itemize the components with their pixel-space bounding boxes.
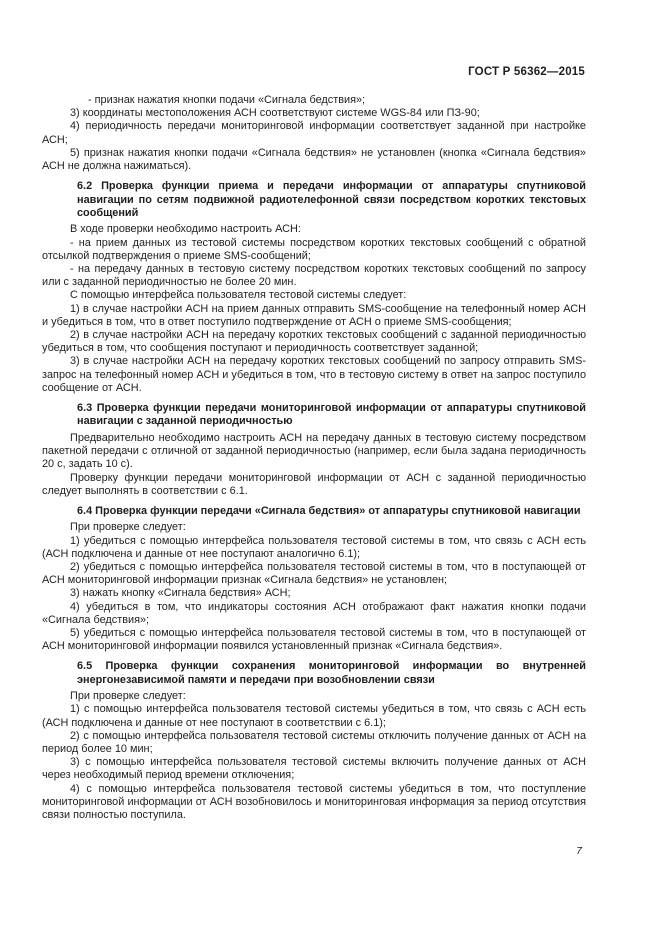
list-item: 1) убедиться с помощью интерфейса пользователя тестовой системы в том, что связь с АСН есть (АСН подключена и данные от нее поступают аналогично 6.1); (42, 534, 586, 560)
paragraph: Предварительно необходимо настроить АСН на передачу данных в тестовую систему посредством пакетной передачи с отличной от заданной периодичностью (например, если была задана периодичность 20 с, задать 10 с). (42, 431, 586, 471)
list-item: 4) периодичность передачи мониторинговой информации соответствует заданной при настройке АСН; (42, 120, 586, 146)
list-item: 4) убедиться в том, что индикаторы состояния АСН отображают факт нажатия кнопки подачи «Сигнала бедствия»; (42, 600, 586, 626)
list-item: 3) с помощью интерфейса пользователя тестовой системы включить получение данных от АСН через необходимый период времени отключения; (42, 756, 586, 782)
list-item: - признак нажатия кнопки подачи «Сигнала бедствия»; (88, 94, 366, 106)
list-item: 1) в случае настройки АСН на прием данных отправить SMS-сообщение на телефонный номер АСН и убедиться в том, что в ответ поступило подтверждение от АСН о приеме SMS-сообщения; (42, 302, 586, 328)
document-content (42, 94, 586, 822)
paragraph: С помощью интерфейса пользователя тестовой системы следует: (70, 289, 407, 302)
section-heading: 6.5 Проверка функции сохранения мониторинговой информации во внутренней энергонезависимой памяти и передачи при возобновлении связи (77, 660, 586, 686)
paragraph: При проверке следует: (70, 690, 186, 703)
list-item: - на передачу данных в тестовую систему посредством коротких текстовых сообщений по запросу или с заданной периодичностью не более 20 мин. (42, 263, 586, 289)
list-item: 2) с помощью интерфейса пользователя тестовой системы отключить получение данных от АСН на период более 10 мин; (42, 729, 586, 755)
list-item: 5) убедиться с помощью интерфейса пользователя тестовой системы в том, что в поступающей от АСН мониторинговой информации появился установленный признак «Сигнала бедствия». (42, 626, 586, 653)
section-heading: 6.2 Проверка функции приема и передачи информации от аппаратуры спутниковой навигации по сетям подвижной радиотелефонной связи посредством коротких текстовых сообщений (77, 180, 586, 220)
doc-number-header: ГОСТ Р 56362—2015 (468, 66, 585, 78)
list-item: 3) координаты местоположения АСН соответствуют системе WGS-84 или ПЗ-90; (70, 107, 480, 120)
page-number: 7 (576, 845, 582, 857)
list-item: 4) с помощью интерфейса пользователя тестовой системы убедиться в том, что поступление мониторинговой информации от АСН возобновилось и мониторинговая информация за период отсутствия связи полностью поступила. (42, 782, 586, 821)
list-item: - на прием данных из тестовой системы посредством коротких текстовых сообщений с обратной отсылкой подтверждения о приеме SMS-сообщений; (42, 236, 586, 262)
list-item: 1) с помощью интерфейса пользователя тестовой системы убедиться в том, что связь с АСН есть (АСН подключена и данные от нее поступают в соответствии с 6.1); (42, 703, 586, 729)
list-item: 2) убедиться с помощью интерфейса пользователя тестовой системы в том, что в поступающей от АСН мониторинговой информации признак «Сигнала бедствия» не установлен; (42, 560, 586, 587)
list-item: 3) в случае настройки АСН на передачу коротких текстовых сообщений по запросу отправить SMS-запрос на телефонный номер АСН и убедиться в том, что в тестовую систему в ответ на запрос поступило сообщение от АСН. (42, 355, 586, 394)
section-heading: 6.4 Проверка функции передачи «Сигнала бедствия» от аппаратуры спутниковой навигации (77, 504, 581, 517)
list-item: 3) нажать кнопку «Сигнала бедствия» АСН; (70, 587, 291, 600)
section-heading: 6.3 Проверка функции передачи мониторинговой информации от аппаратуры спутниковой навигации с заданной периодичностью (77, 402, 586, 428)
paragraph: При проверке следует: (70, 521, 186, 534)
paragraph: Проверку функции передачи мониторинговой информации от АСН с заданной периодичностью следует выполнять в соответствии с 6.1. (42, 471, 586, 497)
list-item: 2) в случае настройки АСН на передачу коротких текстовых сообщений с заданной периодичностью убедиться в том, что сообщения поступают и периодичность соответствует заданной; (42, 329, 586, 355)
paragraph: В ходе проверки необходимо настроить АСН: (70, 223, 301, 236)
list-item: 5) признак нажатия кнопки подачи «Сигнала бедствия» не установлен (кнопка «Сигнала бедствия» АСН не должна нажиматься). (42, 146, 586, 173)
